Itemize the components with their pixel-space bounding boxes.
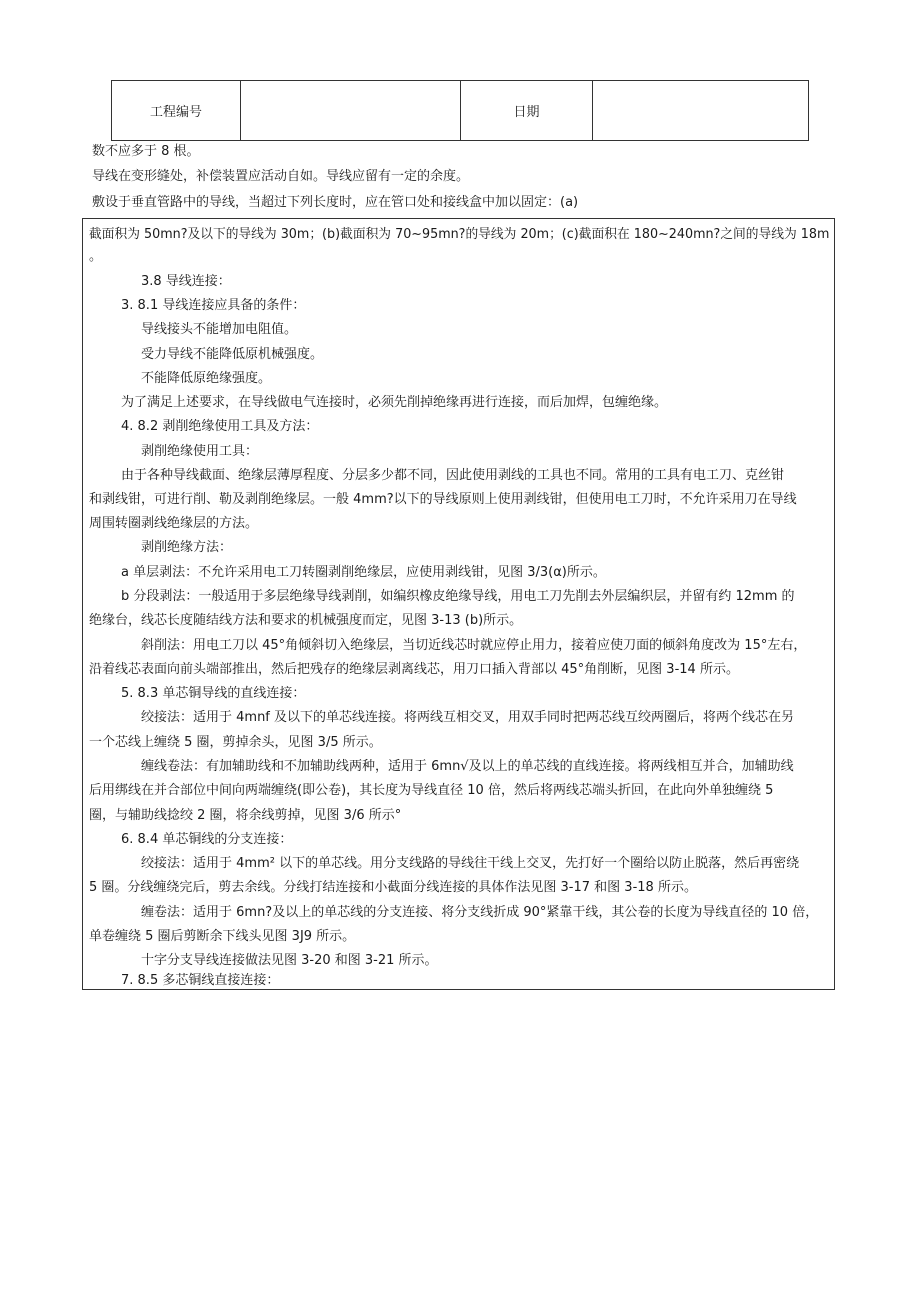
section-heading: 3.8 导线连接： bbox=[141, 274, 231, 289]
text-line: 周围转圈剥线绝缘层的方法。 bbox=[89, 516, 259, 531]
text-line: 斜削法：用电工刀以 45°角倾斜切入绝缘层，当切近线芯时就应停止用力，接着应使刀面的倾斜角度改为 15°左右， bbox=[141, 638, 807, 653]
text-line: 不能降低原绝缘强度。 bbox=[141, 371, 272, 386]
text-line: 缠卷法：适用于 6mn?及以上的单芯线的分支连接、将分支线折成 90°紧靠干线，其公卷的长度为导线直径的 10 倍， bbox=[141, 905, 819, 920]
section-heading: 7. 8.5 多芯铜线直接连接： bbox=[121, 973, 280, 988]
pre-line: 敷设于垂直管路中的导线，当超过下列长度时，应在管口处和接线盒中加以固定：(a) bbox=[92, 195, 579, 210]
header-table bbox=[111, 80, 809, 141]
section-heading: 3. 8.1 导线连接应具备的条件： bbox=[121, 298, 306, 313]
text-line: 沿着线芯表面向前头端部推出，然后把残存的绝缘层剥离线芯，用刀口插入背部以 45°角削断，见图 3-14 所示。 bbox=[89, 662, 739, 677]
text-line: 圈，与辅助线捻绞 2 圈，将余线剪掉，见图 3/6 所示° bbox=[89, 808, 402, 823]
text-line: 为了满足上述要求，在导线做电气连接时，必须先削掉绝缘再进行连接，而后加焊，包缠绝缘。 bbox=[121, 395, 668, 410]
pre-line: 导线在变形缝处，补偿装置应活动自如。导线应留有一定的余度。 bbox=[92, 169, 470, 184]
text-line: 后用绑线在并合部位中间向两端缠绕(即公卷)，其长度为导线直径 10 倍，然后将两线芯端头折回，在此向外单独缠绕 5 bbox=[89, 783, 774, 798]
text-line: a 单层剥法：不允许采用电工刀转圈剥削绝缘层，应使用剥线钳，见图 3/3(α)所示。 bbox=[121, 565, 606, 580]
text-line: 十字分支导线连接做法见图 3-20 和图 3-21 所示。 bbox=[141, 953, 438, 968]
header-row bbox=[112, 81, 809, 141]
pre-line: 数不应多于 8 根。 bbox=[92, 144, 200, 159]
date-label: 日期 bbox=[461, 81, 593, 141]
text-line: 受力导线不能降低原机械强度。 bbox=[141, 347, 324, 362]
section-heading: 6. 8.4 单芯铜线的分支连接： bbox=[121, 832, 293, 847]
text-line: 一个芯线上缠绕 5 圈，剪掉余头，见图 3/5 所示。 bbox=[89, 735, 382, 750]
project-no-value bbox=[241, 81, 461, 141]
text-line: 剥削绝缘使用工具： bbox=[141, 444, 259, 459]
text-line: 绞接法：适用于 4mm² 以下的单芯线。用分支线路的导线往干线上交叉，先打好一个圈给以防止脱落，然后再密绕 bbox=[141, 856, 800, 871]
text-line: 5 圈。分线缠绕完后，剪去余线。分线打结连接和小截面分线连接的具体作法见图 3-17 和图 3-18 所示。 bbox=[89, 880, 697, 895]
text-line: 剥削绝缘方法： bbox=[141, 540, 233, 555]
date-value bbox=[593, 81, 809, 141]
project-no-label: 工程编号 bbox=[112, 81, 241, 141]
section-heading: 5. 8.3 单芯铜导线的直线连接： bbox=[121, 686, 306, 701]
text-line: 绞接法：适用于 4mnf 及以下的单芯线连接。将两线互相交叉，用双手同时把两芯线互绞两圈后，将两个线芯在另 bbox=[141, 710, 795, 725]
text-line: 缠线卷法：有加辅助线和不加辅助线两种，适用于 6mn√及以上的单芯线的直线连接。将两线相互并合，加辅助线 bbox=[141, 759, 794, 774]
section-heading: 4. 8.2 剥削绝缘使用工具及方法： bbox=[121, 419, 319, 434]
content-box bbox=[82, 218, 835, 990]
text-line: 由于各种导线截面、绝缘层薄厚程度、分层多少都不同，因此使用剥线的工具也不同。常用的工具有电工刀、克丝钳 bbox=[121, 468, 785, 483]
text-line: 导线接头不能增加电阻值。 bbox=[141, 322, 298, 337]
text-line: b 分段剥法：一般适用于多层绝缘导线剥削，如编织橡皮绝缘导线，用电工刀先削去外层编织层，并留有约 12mm 的 bbox=[121, 589, 795, 604]
text-line: 绝缘台，线芯长度随结线方法和要求的机械强度而定，见图 3-13 (b)所示。 bbox=[89, 613, 523, 628]
text-line: 和剥线钳，可进行削、勒及剥削绝缘层。一般 4mm?以下的导线原则上使用剥线钳，但使用电工刀时，不允许采用刀在导线 bbox=[89, 492, 797, 507]
text-line: 单卷缠绕 5 圈后剪断余下线头见图 3J9 所示。 bbox=[89, 929, 356, 944]
text-line: 。 bbox=[89, 249, 103, 264]
text-line: 截面积为 50mn?及以下的导线为 30m；(b)截面积为 70~95mn?的导线为 20m；(c)截面积在 180~240mn?之间的导线为 18m bbox=[89, 227, 830, 242]
